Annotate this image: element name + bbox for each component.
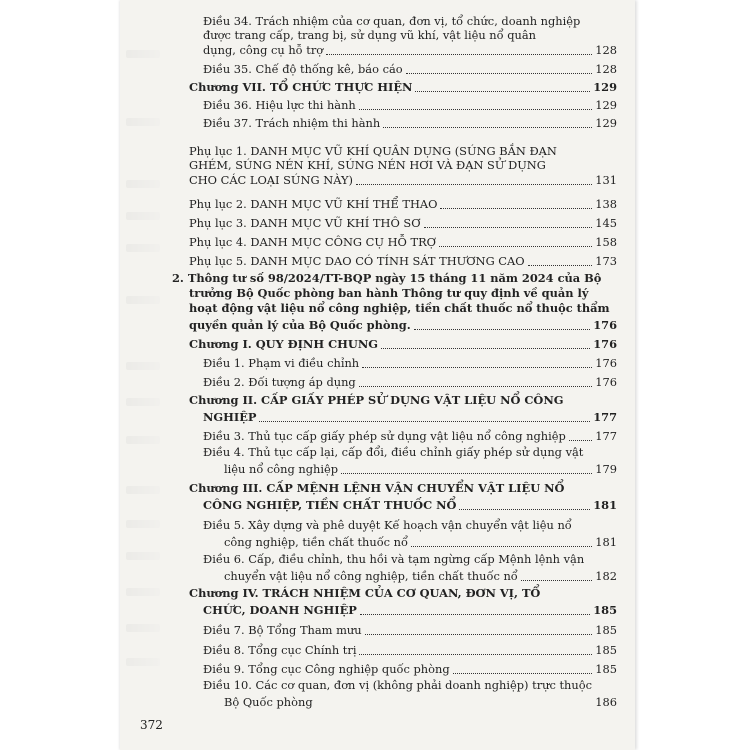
toc-chapter: NGHIỆP 177 [203,410,617,424]
toc-entry-text: được trang cấp, trang bị, sử dụng vũ khí, vật liệu nổ quân [203,28,536,42]
toc-entry: Điều 3. Thủ tục cấp giấy phép sử dụng vật liệu nổ công nghiệp 177 [203,429,617,443]
toc-entry: Phụ lục 3. DANH MỤC VŨ KHÍ THÔ SƠ 145 [189,216,617,230]
toc-entry: Bộ Quốc phòng 186 [224,695,617,709]
page-ref: 129 [593,80,617,94]
toc-entry-text: Điều 34. Trách nhiệm của cơ quan, đơn vị, tổ chức, doanh nghiệp [203,14,581,28]
page-ref: 158 [595,235,617,249]
toc-entry: Điều 1. Phạm vi điều chỉnh 176 [203,356,617,370]
toc-entry: Điều 9. Tổng cục Công nghiệp quốc phòng 185 [203,662,617,676]
toc-entry: Điều 8. Tổng cục Chính trị 185 [203,643,617,657]
page-ref: 185 [595,643,617,657]
page-ref: 173 [595,254,617,268]
toc-section-text: trưởng Bộ Quốc phòng ban hành Thông tư quy định về quản lý [189,286,589,300]
page-ref: 179 [595,462,617,476]
page-ref: 128 [595,43,617,57]
toc-chapter-text: Chương III. CẤP MỆNH LỆNH VẬN CHUYỂN VẬT LIỆU NỔ [189,481,565,495]
toc-chapter-text: Chương IV. TRÁCH NHIỆM CỦA CƠ QUAN, ĐƠN VỊ, TỔ [189,586,541,600]
page-ref: 176 [593,337,617,351]
bleed-through-text [126,0,166,750]
page-ref: 182 [595,569,617,583]
toc-chapter: Chương VII. TỔ CHỨC THỰC HIỆN 129 [189,80,617,94]
toc-entry: liệu nổ công nghiệp 179 [224,462,617,476]
book-page [120,0,635,750]
toc-entry: Phụ lục 4. DANH MỤC CÔNG CỤ HỖ TRỢ 158 [189,235,617,249]
page-ref: 145 [595,216,617,230]
toc-section-text: hoạt động vật liệu nổ công nghiệp, tiền chất thuốc nổ thuộc thẩm [189,301,610,315]
toc-entry: Điều 7. Bộ Tổng Tham mưu 185 [203,623,617,637]
toc-entry-text: GHÉM, SÚNG NÉN KHÍ, SÚNG NÉN HƠI VÀ ĐẠN SỬ DỤNG [189,158,546,172]
toc-entry: Điều 2. Đối tượng áp dụng 176 [203,375,617,389]
toc-entry: dụng, công cụ hỗ trợ 128 [203,43,617,57]
toc-section: quyền quản lý của Bộ Quốc phòng. 176 [189,318,617,332]
page-ref: 185 [595,662,617,676]
page-ref: 181 [593,498,617,512]
toc-entry-text: Phụ lục 1. DANH MỤC VŨ KHÍ QUÂN DỤNG (SÚNG BẮN ĐẠN [189,144,557,158]
toc-chapter: Chương I. QUY ĐỊNH CHUNG 176 [189,337,617,351]
page-ref: 128 [595,62,617,76]
page-ref: 185 [595,623,617,637]
toc-entry-text: Điều 4. Thủ tục cấp lại, cấp đổi, điều chỉnh giấy phép sử dụng vật [203,445,584,459]
toc-entry: chuyển vật liệu nổ công nghiệp, tiền chất thuốc nổ 182 [224,569,617,583]
page-ref: 129 [595,98,617,112]
page-ref: 131 [595,173,617,187]
page-ref: 181 [595,535,617,549]
page-ref: 138 [595,197,617,211]
toc-entry: Điều 36. Hiệu lực thi hành 129 [203,98,617,112]
toc-entry: CHO CÁC LOẠI SÚNG NÀY) 131 [189,173,617,187]
page-ref: 185 [593,603,617,617]
toc-section-text: 2. Thông tư số 98/2024/TT-BQP ngày 15 tháng 11 năm 2024 của Bộ [172,271,602,285]
toc-entry-text: Điều 10. Các cơ quan, đơn vị (không phải doanh nghiệp) trực thuộc [203,678,592,692]
page-ref: 129 [595,116,617,130]
toc-chapter: CHỨC, DOANH NGHIỆP 185 [203,603,617,617]
page-ref: 177 [593,410,617,424]
page-ref: 177 [595,429,617,443]
toc-entry-text: Điều 6. Cấp, điều chỉnh, thu hồi và tạm ngừng cấp Mệnh lệnh vận [203,552,585,566]
page-number: 372 [140,718,163,732]
toc-entry: Điều 37. Trách nhiệm thi hành 129 [203,116,617,130]
page-ref: 176 [595,375,617,389]
toc-entry: công nghiệp, tiền chất thuốc nổ 181 [224,535,617,549]
toc-chapter-text: Chương II. CẤP GIẤY PHÉP SỬ DỤNG VẬT LIỆU NỔ CÔNG [189,393,564,407]
page-ref: 176 [593,318,617,332]
toc-entry-text: Điều 5. Xây dựng và phê duyệt Kế hoạch vận chuyển vật liệu nổ [203,518,572,532]
toc-entry: Điều 35. Chế độ thống kê, báo cáo 128 [203,62,617,76]
page-ref: 186 [595,695,617,709]
toc-entry: Phụ lục 2. DANH MỤC VŨ KHÍ THỂ THAO 138 [189,197,617,211]
toc-chapter: CÔNG NGHIỆP, TIỀN CHẤT THUỐC NỔ 181 [203,498,617,512]
page-ref: 176 [595,356,617,370]
toc-entry: Phụ lục 5. DANH MỤC DAO CÓ TÍNH SÁT THƯƠNG CAO 173 [189,254,617,268]
